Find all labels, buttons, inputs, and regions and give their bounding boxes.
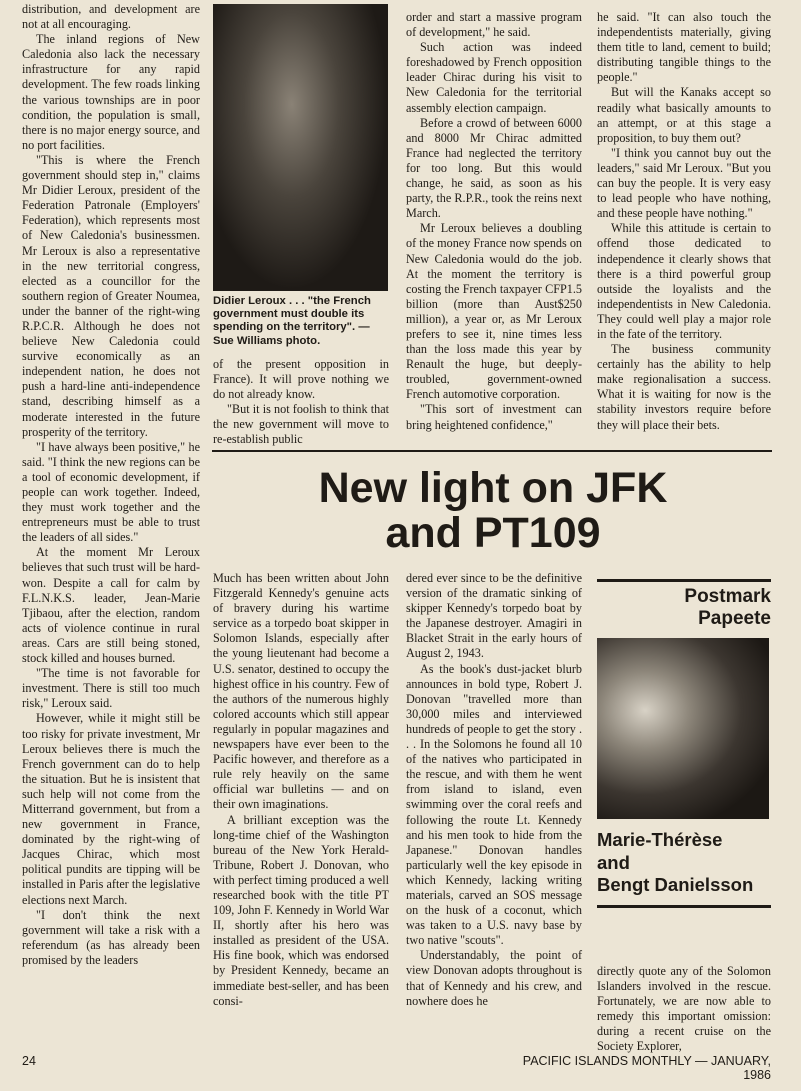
paragraph: "I have always been positive," he said. "I think the new regions can be a tool of economic development, if people can work together. Indeed, they must work together and the entrepreneurs must be able to trust the leaders of all sides." [22, 439, 200, 545]
article-column-2-top [213, 357, 389, 448]
paragraph: Such action was indeed foreshadowed by French opposition leader Chirac during his visit to New Caledonia for the territorial assembly election campaign. [406, 40, 582, 115]
paragraph: Understandably, the point of view Donovan adopts throughout is that of Kennedy and his crew, and nowhere does he [406, 948, 582, 1008]
paragraph: "The time is not favorable for investment. There is still too much risk," Leroux said. [22, 666, 200, 711]
paragraph: Mr Leroux believes a doubling of the money France now spends on New Caledonia would do the job. At the moment the territory is costing the French taxpayer CFP1.5 billion (more than Aust$250 million), a year or, as Mr Leroux prefers to see it, nine times less than the loss made this year by Renault the huge, but deeply-troubled, government-owned French automotive corporation. [406, 221, 583, 402]
paragraph: of the present opposition in France). It will prove nothing we do not already know. [213, 357, 389, 402]
column-title-line-2: Papeete [698, 608, 771, 629]
paragraph: order and start a massive program of development," he said. [406, 10, 582, 40]
paragraph: However, while it might still be too risky for private investment, Mr Leroux believes there is much the French government can do to help the situation. But he is insistent that such help will not come from the Mitterrand government, but from a new government in France, dominated by the right-wing of Jacques Chirac, which most political pundits are tipping will be installed in Paris after the legislative elections next March. [22, 711, 200, 907]
paragraph: At the moment Mr Leroux believes that such trust will be hard-won. Despite a call for calm by F.L.N.K.S. leader, Jean-Marie Tjibaou, after the election, random acts of violence continue in rural areas. Cars are still being stoned, stock killed and houses burned. [22, 545, 200, 666]
paragraph: Before a crowd of between 6000 and 8000 Mr Chirac admitted France had neglected the territory for too long. But this would change, he said, as soon as his party, the R.P.R., took the reins next March. [406, 115, 582, 221]
section-divider [212, 450, 772, 452]
column-title [597, 586, 771, 630]
paragraph: "I think you cannot buy out the leaders," said Mr Leroux. "But you can buy the people. It is very easy to lead people who have nothing, and these people have nothing." [597, 145, 771, 221]
paragraph: directly quote any of the Solomon Islanders involved in the rescue. Fortunately, we are now able to remedy this important omission: during a recent cruise on the Society Explorer, [597, 964, 771, 1054]
column-title-rule-bottom [597, 905, 771, 908]
paragraph: As the book's dust-jacket blurb announces in bold type, Robert J. Donovan "travelled more than 30,000 miles and interviewed hundreds of people to get the story . . . In the Solomons he found all 10 of the natives who participated in the rescue, and with them he went from island to island, even swimming over the coral reefs and following the route Lt. Kennedy and his men took to hide from the Japanese." Donovan handles particularly well the key episode in which Kennedy, lacking writing materials, carved an SOS message on the husk of a coconut, which was taken to a U.S. navy base by two native "scouts". [406, 661, 582, 948]
article-column-1 [22, 2, 200, 968]
headline-line-1: New light on JFK [318, 464, 668, 512]
paragraph: "This is where the French government should step in," claims Mr Didier Leroux, president of the Federation Patronale (Employers' Federation), which represents most of New Caledonia's businessmen. Mr Leroux is also a representative in the new territorial congress, elected as a councillor for the southern region of Greater Noumea, under the banner of the right-wing R.P.C.R. Although he does not believe New Caledonia could survive economically as an independent nation, he does not push a hard-line anti-independence stand, describing himself as a moderate interested in the future prosperity of the territory. [22, 152, 200, 439]
paragraph: he said. "It can also touch the independentists materially, giving them title to land, cement to build; distributing tangible things to the people." [597, 10, 771, 85]
headline [213, 466, 773, 556]
headline-line-2: and PT109 [385, 509, 601, 557]
paragraph: dered ever since to be the definitive version of the dramatic sinking of skipper Kennedy's torpedo boat by the Japanese destroyer. Amagiri in Blacket Strait in the early hours of August 2, 1943. [406, 571, 582, 661]
paragraph: The inland regions of New Caledonia also lack the necessary infrastructure for any rapid development. The few roads linking the various townships are in poor condition, the population is small, there is no major energy source, and no port facilities. [22, 32, 200, 152]
column-title-rule-top [597, 579, 771, 582]
paragraph: But will the Kanaks accept so readily what basically amounts to an attempt, or at this stage a proposition, to buy them out? [597, 85, 771, 145]
author-line-2: and [597, 851, 630, 873]
article-column-4-top [597, 10, 771, 433]
paragraph: "This sort of investment can bring heightened confidence," [406, 402, 582, 432]
running-footer: PACIFIC ISLANDS MONTHLY — JANUARY, 1986 [522, 1054, 771, 1082]
paragraph: A brilliant exception was the long-time chief of the Washington bureau of the New York Herald-Tribune, Robert J. Donovan, who with perfect timing produced a well researched book with the title PT 109, John F. Kennedy in World War II, shortly after his hero was installed as president of the USA. His fine book, which was endorsed by President Kennedy, became an immediate best-seller, and has been consi- [213, 812, 389, 1008]
column-title-line-1: Postmark [684, 586, 771, 607]
photo-caption: Didier Leroux . . . "the French government must double its spending on the territory". — Sue Williams photo. [213, 295, 371, 347]
leroux-photo [213, 4, 388, 291]
column-authors [597, 829, 771, 897]
jfk-column-4 [597, 964, 771, 1055]
author-line-1: Marie-Thérèse [597, 829, 723, 850]
paragraph: While this attitude is certain to offend those dedicated to independence it clearly shows that there is a third powerful group outside the loyalists and the independentists in New Caledonia. They could well play a major role in the fate of the territory. [597, 221, 771, 341]
paragraph: The business community certainly has the ability to help make regionalisation a success. What it is waiting for now is the stability investors require before they will place their bets. [597, 342, 771, 432]
paragraph: "But it is not foolish to think that the new government will move to re-establish public [213, 402, 389, 447]
paragraph: distribution, and development are not at all encouraging. [22, 2, 200, 32]
author-line-3: Bengt Danielsson [597, 874, 754, 895]
paragraph: Much has been written about John Fitzgerald Kennedy's genuine acts of bravery during his wartime service as a torpedo boat skipper in Solomon Islands, especially after the young lieutenant had become a U.S. senator, destined to occupy the highest office in his country. Few of the authors of the numerous highly colored accounts which still appear regularly in popular magazines and newspapers have ever been to the Pacific however, and therefore as a rule rely heavily on the same official war bulletins — and on their own imaginations. [213, 571, 390, 812]
jfk-column-2 [213, 571, 389, 1009]
authors-photo [597, 638, 769, 819]
article-column-3-top [406, 10, 582, 433]
jfk-column-3 [406, 571, 582, 1009]
paragraph: "I don't think the next government will take a risk with a referendum (as has already been promised by the leaders [22, 907, 200, 967]
page-number: 24 [22, 1054, 36, 1068]
